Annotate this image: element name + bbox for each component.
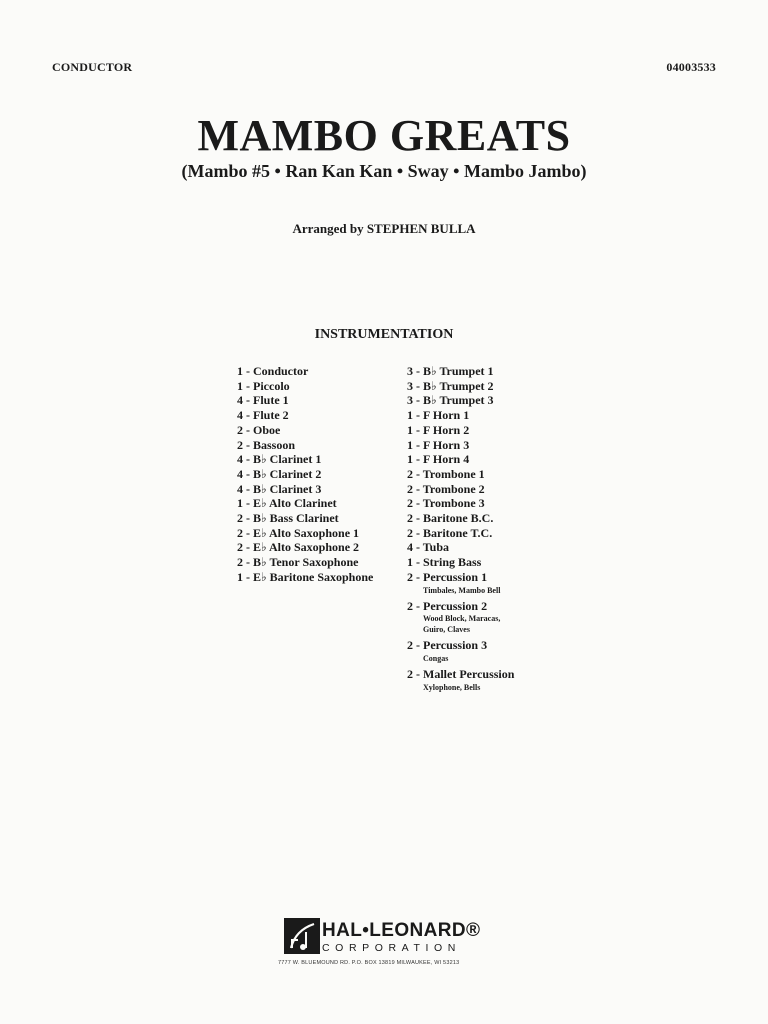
percussion-item: 2 - Percussion 1 — [407, 569, 488, 584]
instrument-item: 2 - B♭ Bass Clarinet — [237, 511, 339, 526]
instrument-item: 2 - Trombone 1 — [407, 466, 485, 481]
instrument-item: 2 - Bassoon — [237, 437, 296, 452]
arranger-credit: Arranged by STEPHEN BULLA — [292, 221, 476, 236]
percussion-item: 2 - Percussion 3 — [407, 638, 488, 653]
instrument-item: 1 - F Horn 4 — [407, 452, 470, 467]
instrument-item: 4 - B♭ Clarinet 1 — [237, 452, 322, 467]
instrument-item: 2 - Baritone B.C. — [407, 511, 494, 526]
percussion-detail: Guiro, Claves — [423, 625, 470, 635]
instrument-item: 2 - E♭ Alto Saxophone 2 — [237, 540, 360, 555]
percussion-detail: Timbales, Mambo Bell — [423, 585, 501, 595]
instrument-item: 4 - Tuba — [407, 540, 450, 555]
percussion-item: 2 - Mallet Percussion — [407, 666, 515, 681]
instrument-item: 2 - E♭ Alto Saxophone 1 — [237, 525, 360, 540]
percussion-detail: Wood Block, Maracas, — [423, 614, 501, 624]
instrument-item: 1 - Conductor — [237, 364, 309, 378]
instrument-item: 1 - Piccolo — [237, 378, 290, 393]
page-title: MAMBO GREATS — [197, 111, 571, 160]
instrument-item: 3 - B♭ Trumpet 3 — [407, 393, 494, 408]
instrument-item: 4 - B♭ Clarinet 2 — [237, 466, 322, 481]
instrument-item: 4 - Flute 1 — [237, 393, 289, 408]
instrument-item: 2 - B♭ Tenor Saxophone — [237, 555, 359, 570]
catalog-number: 04003533 — [666, 60, 716, 74]
percussion-detail: Xylophone, Bells — [423, 682, 481, 692]
instrumentation-left-column — [237, 364, 407, 585]
percussion-detail: Congas — [423, 653, 449, 663]
instrument-item: 4 - Flute 2 — [237, 408, 289, 423]
instrument-item: 3 - B♭ Trumpet 1 — [407, 364, 494, 378]
part-label: CONDUCTOR — [52, 60, 133, 74]
publisher-logo — [278, 918, 488, 978]
instrument-item: 1 - F Horn 1 — [407, 408, 470, 423]
publisher-address: 7777 W. BLUEMOUND RD. P.O. BOX 13819 MILWAUKEE, WI 53213 — [278, 960, 460, 966]
publisher-name: HAL•LEONARD® — [322, 920, 481, 941]
instrument-item: 1 - F Horn 3 — [407, 437, 470, 452]
instrument-item: 2 - Baritone T.C. — [407, 525, 493, 540]
instrument-item: 1 - F Horn 2 — [407, 422, 470, 437]
instrument-item: 2 - Oboe — [237, 422, 281, 437]
instrument-item: 2 - Trombone 2 — [407, 481, 485, 496]
page-subtitle: (Mambo #5 • Ran Kan Kan • Sway • Mambo Jambo) — [181, 161, 587, 181]
instrument-item: 2 - Trombone 3 — [407, 496, 485, 511]
instrument-item: 1 - String Bass — [407, 555, 482, 570]
instrument-item: 1 - E♭ Alto Clarinet — [237, 496, 337, 511]
instrument-item: 3 - B♭ Trumpet 2 — [407, 378, 494, 393]
percussion-item: 2 - Percussion 2 — [407, 598, 488, 613]
instrumentation-right-column — [407, 364, 587, 693]
instrument-item: 4 - B♭ Clarinet 3 — [237, 481, 322, 496]
publisher-corporation: CORPORATION — [322, 942, 461, 954]
instrumentation-heading: INSTRUMENTATION — [314, 327, 454, 342]
hal-leonard-mark-icon — [284, 918, 320, 954]
instrument-item: 1 - E♭ Baritone Saxophone — [237, 569, 374, 584]
